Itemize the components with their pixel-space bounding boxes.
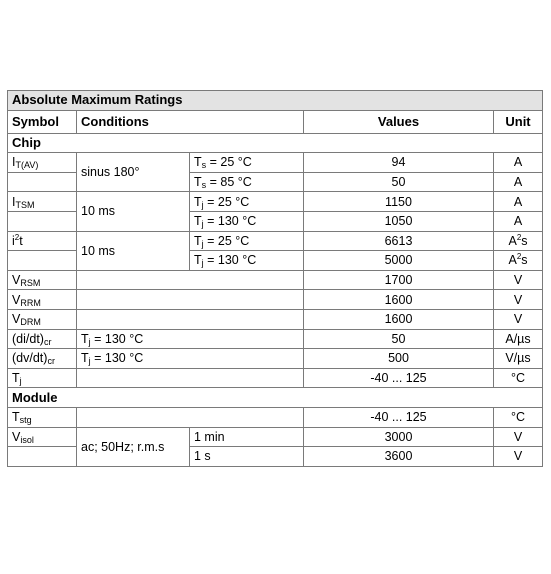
unit-cell: $A^2s$ — [494, 231, 543, 251]
condition-i2t: 10 ms — [77, 231, 190, 270]
table-row — [8, 290, 543, 310]
unit-cell: A — [494, 211, 543, 231]
value-cell: 94 — [304, 153, 494, 173]
value-cell: 3600 — [304, 447, 494, 467]
unit-cell: V — [494, 270, 543, 290]
value-cell: 500 — [304, 349, 494, 369]
unit-cell: °C — [494, 368, 543, 388]
symbol-tstg: $T_{stg}$ — [8, 407, 77, 427]
unit-cell: A — [494, 172, 543, 192]
symbol-vdrm: $V_{DRM}$ — [8, 309, 77, 329]
value-cell: -40 ... 125 — [304, 407, 494, 427]
condition-visol: ac; 50Hz; r.m.s — [77, 427, 190, 466]
unit-cell: A/µs — [494, 329, 543, 349]
table-title: Absolute Maximum Ratings — [8, 91, 543, 111]
table-row — [8, 192, 543, 212]
temp-condition: $T_j = 130$ °C — [190, 251, 304, 271]
duration-condition: 1 min — [190, 427, 304, 447]
unit-cell: V — [494, 447, 543, 467]
duration-condition: 1 s — [190, 447, 304, 467]
value-cell: -40 ... 125 — [304, 368, 494, 388]
section-module: Module — [8, 388, 543, 408]
value-cell: 6613 — [304, 231, 494, 251]
unit-cell: $A^2s$ — [494, 251, 543, 271]
table-row — [8, 270, 543, 290]
symbol-tj: $T_j$ — [8, 368, 77, 388]
unit-cell: V — [494, 290, 543, 310]
temp-condition: $T_j = 25$ °C — [190, 231, 304, 251]
table-row — [8, 349, 543, 369]
value-cell: 50 — [304, 172, 494, 192]
header-symbol: Symbol — [8, 110, 77, 133]
symbol-visol: $V_{isol}$ — [8, 427, 77, 447]
table-row — [8, 329, 543, 349]
header-unit: Unit — [494, 110, 543, 133]
table-row — [8, 231, 543, 251]
value-cell: 5000 — [304, 251, 494, 271]
symbol-vrsm: $V_{RSM}$ — [8, 270, 77, 290]
symbol-dvdt: $(dv/dt)_{cr}$ — [8, 349, 77, 369]
table-row — [8, 368, 543, 388]
condition-itav: sinus 180° — [77, 153, 190, 192]
header-values: Values — [304, 110, 494, 133]
symbol-vrrm: $V_{RRM}$ — [8, 290, 77, 310]
unit-cell: V — [494, 309, 543, 329]
condition-itsm: 10 ms — [77, 192, 190, 231]
condition-didt: $T_j = 130$ °C — [77, 329, 304, 349]
symbol-didt: $(di/dt)_{cr}$ — [8, 329, 77, 349]
value-cell: 1600 — [304, 290, 494, 310]
header-conditions: Conditions — [77, 110, 304, 133]
unit-cell: A — [494, 192, 543, 212]
unit-cell: A — [494, 153, 543, 173]
table-row — [8, 153, 543, 173]
value-cell: 1600 — [304, 309, 494, 329]
value-cell: 1700 — [304, 270, 494, 290]
value-cell: 50 — [304, 329, 494, 349]
symbol-itav: $I_{T(AV)}$ — [8, 153, 77, 173]
unit-cell: V — [494, 427, 543, 447]
temp-condition: $T_j = 25$ °C — [190, 192, 304, 212]
unit-cell: V/µs — [494, 349, 543, 369]
temp-condition: $T_s = 25$ °C — [190, 153, 304, 173]
table-header-row — [8, 110, 543, 133]
temp-condition: $T_j = 130$ °C — [190, 211, 304, 231]
condition-dvdt: $T_j = 130$ °C — [77, 349, 304, 369]
unit-cell: °C — [494, 407, 543, 427]
section-chip: Chip — [8, 133, 543, 153]
value-cell: 3000 — [304, 427, 494, 447]
temp-condition: $T_s = 85$ °C — [190, 172, 304, 192]
absolute-maximum-ratings-table — [7, 90, 543, 467]
symbol-itsm: $I_{TSM}$ — [8, 192, 77, 212]
table-row — [8, 427, 543, 447]
value-cell: 1050 — [304, 211, 494, 231]
table-row — [8, 407, 543, 427]
symbol-i2t: $i^2t$ — [8, 231, 77, 251]
value-cell: 1150 — [304, 192, 494, 212]
table-row — [8, 309, 543, 329]
